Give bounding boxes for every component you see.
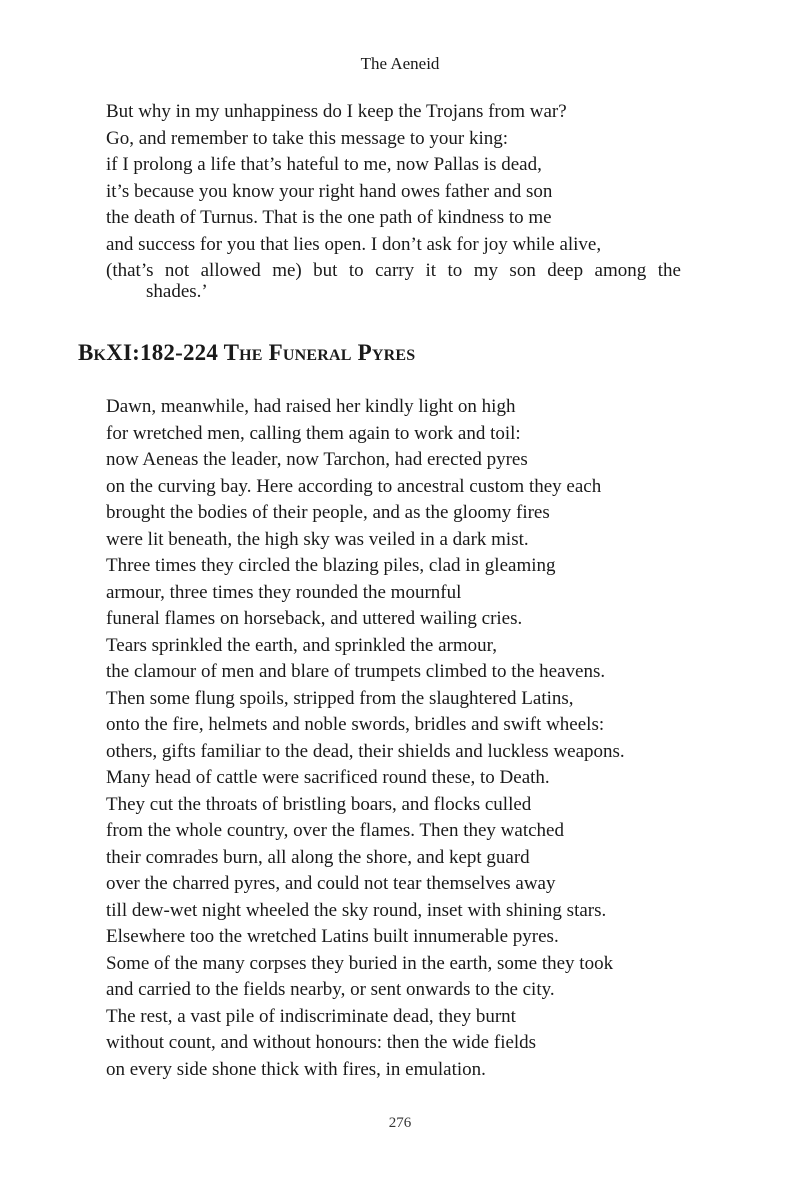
verse-line-continuation: shades.’ [146, 280, 208, 302]
verse-line: Then some flung spoils, stripped from the slaughtered Latins, [106, 687, 574, 709]
verse-line: without count, and without honours: then the wide fields [106, 1032, 537, 1053]
verse-line: now Aeneas the leader, now Tarchon, had erected pyres [106, 449, 528, 470]
verse-line: from the whole country, over the flames. Then they watched [106, 820, 564, 841]
verse-line: the clamour of men and blare of trumpets climbed to the heavens. [106, 661, 606, 682]
word: (that’s [106, 260, 154, 281]
verse-line: were lit beneath, the high sky was veiled in a dark mist. [106, 528, 529, 550]
verse-line: and success for you that lies open. I don’t ask for joy while alive, [106, 233, 602, 255]
verse-line: funeral flames on horseback, and uttered wailing cries. [106, 608, 523, 629]
word: son [509, 260, 536, 281]
verse-line: Go, and remember to take this message to your king: [106, 127, 509, 149]
word: me) [272, 260, 302, 281]
verse-line: till dew-wet night wheeled the sky round, inset with shining stars. [106, 899, 607, 921]
word: my [473, 260, 498, 281]
word: carry [375, 260, 415, 281]
verse-line: But why in my unhappiness do I keep the Trojans from war? [106, 101, 567, 122]
verse-line: Tears sprinkled the earth, and sprinkled the armour, [106, 634, 497, 656]
verse-line: armour, three times they rounded the mournful [106, 581, 462, 603]
verse-stanza-1 [106, 99, 681, 303]
verse-line: the death of Turnus. That is the one path of kindness to me [106, 207, 552, 228]
verse-line: brought the bodies of their people, and as the gloomy fires [106, 502, 550, 523]
word: to [447, 260, 463, 281]
page-number: 276 [388, 1115, 412, 1131]
verse-line: over the charred pyres, and could not tear themselves away [106, 873, 556, 894]
word: among [594, 260, 647, 281]
word: it [425, 260, 437, 281]
verse-line: The rest, a vast pile of indiscriminate dead, they burnt [106, 1005, 516, 1027]
word: the [657, 260, 681, 281]
verse-line: Many head of cattle were sacrificed round these, to Death. [106, 767, 550, 788]
verse-line: on the curving bay. Here according to ancestral custom they each [106, 475, 602, 497]
verse-stanza-2 [106, 394, 681, 1083]
word: to [348, 260, 364, 281]
word: but [313, 260, 338, 281]
word: deep [547, 260, 584, 281]
verse-line: Elsewhere too the wretched Latins built innumerable pyres. [106, 926, 559, 947]
verse-line: for wretched men, calling them again to work and toil: [106, 422, 521, 444]
verse-line: Dawn, meanwhile, had raised her kindly light on high [106, 396, 516, 417]
word: not [164, 260, 190, 281]
verse-line: on every side shone thick with fires, in emulation. [106, 1058, 486, 1080]
verse-line: if I prolong a life that’s hateful to me, now Pallas is dead, [106, 154, 542, 175]
verse-line: They cut the throats of bristling boars, and flocks culled [106, 793, 532, 815]
section-heading: BkXI:182-224 The Funeral Pyres [78, 340, 416, 365]
verse-line: Three times they circled the blazing piles, clad in gleaming [106, 555, 556, 576]
verse-line: their comrades burn, all along the shore, and kept guard [106, 846, 530, 868]
verse-line: others, gifts familiar to the dead, their shields and luckless weapons. [106, 740, 625, 762]
verse-line: Some of the many corpses they buried in the earth, some they took [106, 952, 614, 974]
verse-line: onto the fire, helmets and noble swords, bridles and swift wheels: [106, 714, 605, 735]
verse-line: it’s because you know your right hand owes father and son [106, 180, 553, 202]
running-title: The Aeneid [360, 54, 440, 73]
word: allowed [200, 260, 261, 281]
verse-line: and carried to the fields nearby, or sent onwards to the city. [106, 979, 555, 1000]
